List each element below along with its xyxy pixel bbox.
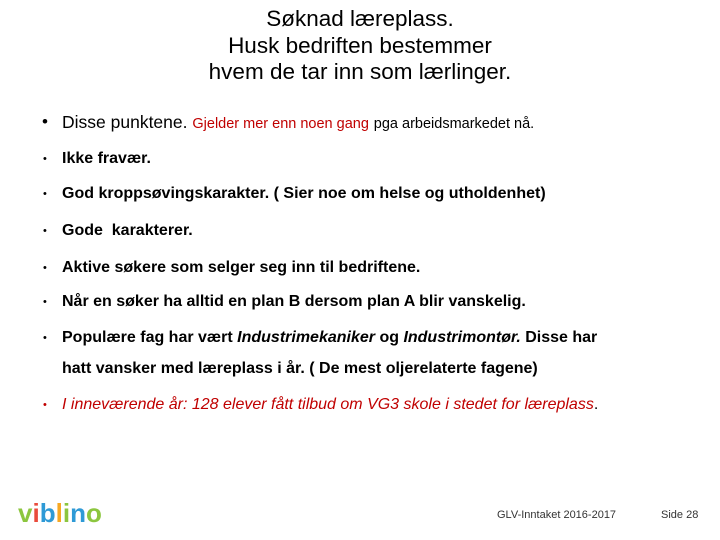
bullet-italic: Industrimontør. <box>403 329 521 346</box>
bullet-highlight: Gjelder mer enn noen gang <box>192 116 369 132</box>
logo-letter: o <box>85 498 102 528</box>
page-number: Side 28 <box>661 509 699 521</box>
bullet-dot: • <box>43 262 47 274</box>
bullet-text: Aktive søkere som selger seg inn til bedriftene. <box>62 259 421 276</box>
bullet-line <box>62 396 598 414</box>
bullet-dot: • <box>43 225 47 237</box>
bullet-text-continued: hatt vansker med læreplass i år. ( De mest oljerelaterte fagene) <box>62 360 538 377</box>
bullet-text: Populære fag har vært <box>62 329 233 346</box>
title-line-3: hvem de tar inn som lærlinger. <box>208 59 512 84</box>
logo-letter: v <box>18 498 33 528</box>
logo-letter: i <box>62 498 71 528</box>
bullet-text: Gode karakterer. <box>62 222 193 239</box>
bullet-dot: • <box>43 332 47 344</box>
bullet-dot: • <box>43 399 47 411</box>
bullet-text: Disse har <box>525 329 598 346</box>
viblino-logo <box>18 498 102 529</box>
bullet-italic: Industrimekaniker <box>237 329 375 346</box>
bullet-line <box>62 112 534 133</box>
bullet-dot: • <box>43 188 47 200</box>
bullet-tail: pga arbeidsmarkedet nå. <box>373 116 535 132</box>
footer-title: GLV-Inntaket 2016-2017 <box>497 509 617 521</box>
logo-letter: i <box>32 498 40 528</box>
title-line-2: Husk bedriften bestemmer <box>228 32 492 58</box>
bullet-line <box>62 329 597 347</box>
bullet-text: I inneværende år: 128 elever fått tilbud om VG3 skole i stedet for læreplass <box>62 396 594 413</box>
bullet-dot: • <box>43 296 47 308</box>
bullet-text: God kroppsøvingskarakter. ( Sier noe om helse og utholdenhet) <box>62 185 546 202</box>
bullet-text: Når en søker ha alltid en plan B dersom plan A blir vanskelig. <box>62 293 526 310</box>
logo-letter: n <box>70 498 86 528</box>
bullet-text: Ikke fravær. <box>62 150 151 167</box>
bullet-period: . <box>593 396 599 413</box>
logo-letter: b <box>39 498 56 528</box>
title-line-1: Søknad læreplass. <box>266 6 454 31</box>
bullet-dot: • <box>42 112 48 131</box>
bullet-text: og <box>379 329 399 346</box>
bullet-dot: • <box>43 153 47 165</box>
bullet-text: Disse punktene. <box>62 112 188 132</box>
logo-letter: l <box>55 498 63 528</box>
